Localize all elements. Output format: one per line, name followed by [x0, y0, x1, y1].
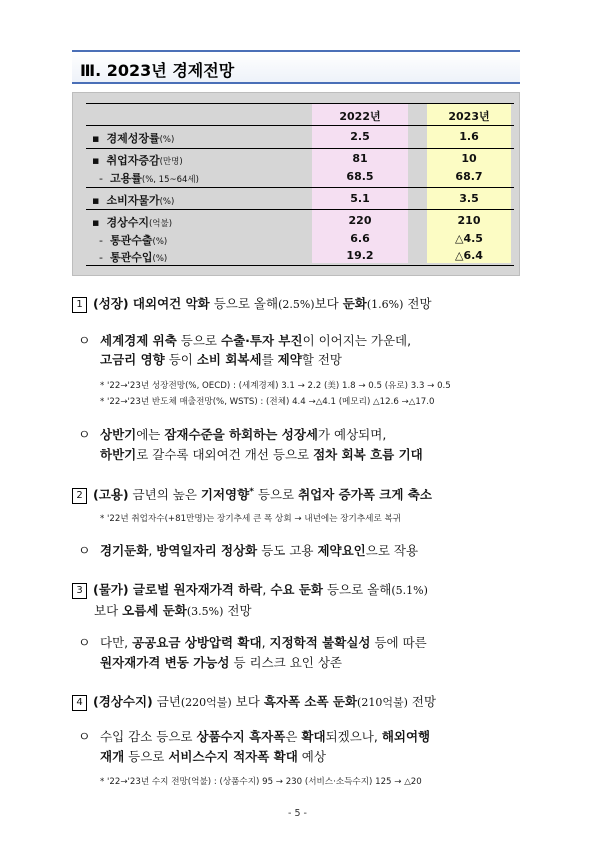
text-run: 기저영향 — [200, 487, 250, 502]
row-bullet: ▪ — [92, 194, 100, 207]
text-run: 로 갈수록 대외여건 개선 등으로 — [136, 447, 314, 462]
text-run: 등으로 — [176, 333, 221, 348]
table-row — [86, 168, 514, 186]
text-run: 제약 — [277, 352, 302, 367]
text-run: 상반기 — [100, 427, 137, 442]
text-run: 금년의 높은 — [128, 487, 201, 502]
text-run: * — [249, 486, 254, 497]
row-unit: (억불) — [148, 219, 173, 229]
row-unit: (%) — [152, 237, 168, 247]
row-bullet: ▪ — [92, 132, 100, 145]
text-run: 소비 회복세 — [196, 352, 262, 367]
text-run: 등으로 — [253, 487, 299, 502]
text-run: 등도 고용 — [257, 543, 318, 558]
value-2023: 1.6 — [459, 130, 479, 143]
row-unit: (%) — [152, 254, 168, 264]
row-bullet: - — [99, 251, 103, 264]
employment-footnote: * '22년 취업자수(+81만명)는 장기추세 큰 폭 상회 → 내년에는 장기추세로 복귀 — [100, 514, 402, 524]
text-run: 흑자폭 소폭 둔화 — [263, 694, 358, 709]
row-bullet: ▪ — [92, 154, 100, 167]
text-run: 세계경제 위축 — [100, 333, 177, 348]
text-run: 전망 — [403, 296, 432, 311]
section-header — [72, 50, 520, 84]
text-run: (물가) 글로벌 원자재가격 하락 — [93, 582, 263, 597]
text-run: 등에 따른 — [370, 635, 427, 650]
value-2023: △4.5 — [455, 232, 483, 245]
growth-heading — [72, 294, 432, 313]
text-run: , — [261, 635, 270, 650]
text-run: 보다 — [314, 296, 343, 311]
text-run: 전망 — [407, 694, 437, 709]
text-run: 수입 감소 등으로 — [100, 729, 197, 744]
text-run: 에는 — [136, 427, 165, 442]
row-label: 소비자물가 — [106, 194, 160, 207]
table-row — [86, 247, 514, 265]
text-run: 재개 — [100, 749, 125, 764]
text-run: 수요 둔화 — [270, 582, 323, 597]
text-run: 고금리 영향 — [100, 352, 165, 367]
text-run: 으로 작용 — [365, 543, 419, 558]
value-2022: 220 — [348, 214, 372, 227]
current-account-point-1-line-1 — [78, 726, 430, 745]
item-number-box: 3 — [72, 583, 87, 599]
page-number: - 5 - — [288, 808, 307, 819]
row-label: 통관수입 — [109, 251, 153, 264]
value-2023: 68.7 — [455, 170, 483, 183]
row-label: 취업자증감 — [106, 154, 160, 167]
text-run: 공공요금 상방압력 확대 — [132, 635, 262, 650]
header-2023: 2023년 — [448, 110, 490, 123]
prices-point-1-line-1 — [78, 632, 427, 651]
text-run: 은 — [285, 729, 302, 744]
table-top-rule — [86, 103, 514, 104]
text-run: 수출·투자 부진 — [221, 333, 303, 348]
text-run: (경상수지) — [93, 694, 153, 709]
text-run: 원자재가격 변동 가능성 — [100, 655, 230, 670]
value-2022: 81 — [352, 152, 368, 165]
text-run: (3.5%) — [186, 605, 224, 618]
table-rule — [86, 148, 514, 149]
text-run: (1.6%) — [366, 298, 404, 311]
text-run: 오름세 둔화 — [122, 603, 187, 618]
current-account-heading — [72, 692, 436, 711]
text-run: 보다 — [94, 603, 123, 618]
row-label: 통관수출 — [109, 234, 153, 247]
row-bullet: - — [99, 234, 103, 247]
text-run: 해외여행 — [381, 729, 431, 744]
text-run: 등으로 올해 — [209, 296, 279, 311]
circle-bullet: ㅇ — [78, 428, 91, 443]
text-run: 서비스수지 적자폭 확대 — [168, 749, 298, 764]
text-run: 금년 — [152, 694, 181, 709]
row-label: 고용률 — [109, 172, 142, 185]
employment-heading — [72, 485, 432, 504]
value-2023: △6.4 — [455, 249, 483, 262]
value-2022: 2.5 — [350, 130, 370, 143]
table-row — [86, 190, 514, 208]
text-run: (2.5%) — [278, 298, 315, 311]
prices-point-1-line-2 — [100, 653, 342, 671]
text-run: 등으로 올해 — [323, 582, 392, 597]
text-run: 상품수지 흑자폭 — [196, 729, 286, 744]
text-run: , — [262, 582, 271, 597]
text-run: 등 리스크 요인 상존 — [229, 655, 342, 670]
row-unit: (%, 15~64세) — [141, 175, 199, 185]
table-row — [86, 230, 514, 248]
circle-bullet: ㅇ — [78, 730, 91, 745]
current-account-footnote: * '22→'23년 수지 전망(억불) : (상품수지) 95 → 230 (서비스·소득수지) 125 → △20 — [100, 777, 422, 787]
value-2023: 10 — [461, 152, 477, 165]
row-unit: (%) — [159, 135, 175, 145]
text-run: 보다 — [231, 694, 264, 709]
text-run: (5.1%) — [391, 584, 428, 597]
table-header-rule — [86, 125, 514, 126]
text-run: 를 — [261, 352, 278, 367]
text-run: 다만, — [100, 635, 133, 650]
circle-bullet: ㅇ — [78, 544, 91, 559]
table-rule — [86, 209, 514, 210]
text-run: 하반기 — [100, 447, 137, 462]
row-bullet: ▪ — [92, 216, 100, 229]
employment-point-1 — [78, 540, 418, 559]
value-2022: 68.5 — [346, 170, 374, 183]
value-2022: 6.6 — [350, 232, 370, 245]
text-run: 되겠으나, — [325, 729, 382, 744]
text-run: 경기둔화 — [100, 543, 149, 558]
text-run: , — [148, 543, 157, 558]
growth-point-1-line-1 — [78, 330, 411, 349]
text-run: 둔화 — [342, 296, 367, 311]
circle-bullet: ㅇ — [78, 334, 91, 349]
circle-bullet: ㅇ — [78, 636, 91, 651]
value-2022: 5.1 — [350, 192, 370, 205]
table-rule — [86, 187, 514, 188]
item-number-box: 4 — [72, 695, 87, 711]
text-run: (210억불) — [357, 696, 408, 709]
text-run: 제약요인 — [317, 543, 366, 558]
prices-heading-line-2 — [94, 601, 252, 619]
table-bottom-rule — [86, 265, 514, 266]
item-number-box: 2 — [72, 488, 87, 504]
prices-heading-line-1 — [72, 580, 428, 599]
table-header-row — [86, 106, 514, 124]
text-run: 예상 — [297, 749, 326, 764]
row-label: 경상수지 — [106, 216, 149, 229]
row-bullet: - — [99, 172, 103, 185]
growth-heading-lead: (성장) 대외여건 악화 — [93, 296, 210, 311]
growth-footnote-1: * '22→'23년 성장전망(%, OECD) : (세계경제) 3.1 → 2.2 (美) 1.8 → 0.5 (유로) 3.3 → 0.5 — [100, 381, 451, 391]
text-run: 잠재수준을 하회하는 성장세 — [164, 427, 318, 442]
text-run: 전망 — [223, 603, 252, 618]
growth-point-2-line-1 — [78, 424, 386, 443]
text-run: 등이 — [164, 352, 197, 367]
table-row — [86, 212, 514, 230]
section-title: Ⅲ. 2023년 경제전망 — [80, 61, 235, 80]
value-2022: 19.2 — [346, 249, 374, 262]
text-run: 등으로 — [124, 749, 169, 764]
current-account-point-1-line-2 — [100, 747, 326, 765]
growth-point-2-line-2 — [100, 445, 423, 463]
header-2022: 2022년 — [339, 110, 381, 123]
row-unit: (%) — [159, 197, 175, 207]
item-number-box: 1 — [72, 297, 87, 313]
text-run: 가 예상되며, — [317, 427, 387, 442]
text-run: 할 전망 — [301, 352, 342, 367]
text-run: (220억불) — [180, 696, 232, 709]
growth-footnote-2: * '22→'23년 반도체 매출전망(%, WSTS) : (전체) 4.4 →△4.1 (메모리) △12.6 →△17.0 — [100, 397, 435, 407]
growth-point-1-line-2 — [100, 350, 342, 368]
text-run: 이 이어지는 가운데, — [302, 333, 412, 348]
value-2023: 210 — [457, 214, 481, 227]
row-unit: (만명) — [159, 157, 183, 167]
text-run: 취업자 증가폭 크게 축소 — [298, 487, 432, 502]
row-label: 경제성장률 — [106, 132, 160, 145]
text-run: (고용) — [93, 487, 129, 502]
table-row — [86, 150, 514, 168]
table-row — [86, 128, 514, 146]
value-2023: 3.5 — [459, 192, 479, 205]
text-run: 지정학적 불확실성 — [269, 635, 371, 650]
text-run: 방역일자리 정상화 — [156, 543, 258, 558]
text-run: 점차 회복 흐름 기대 — [313, 447, 423, 462]
text-run: 확대 — [301, 729, 326, 744]
